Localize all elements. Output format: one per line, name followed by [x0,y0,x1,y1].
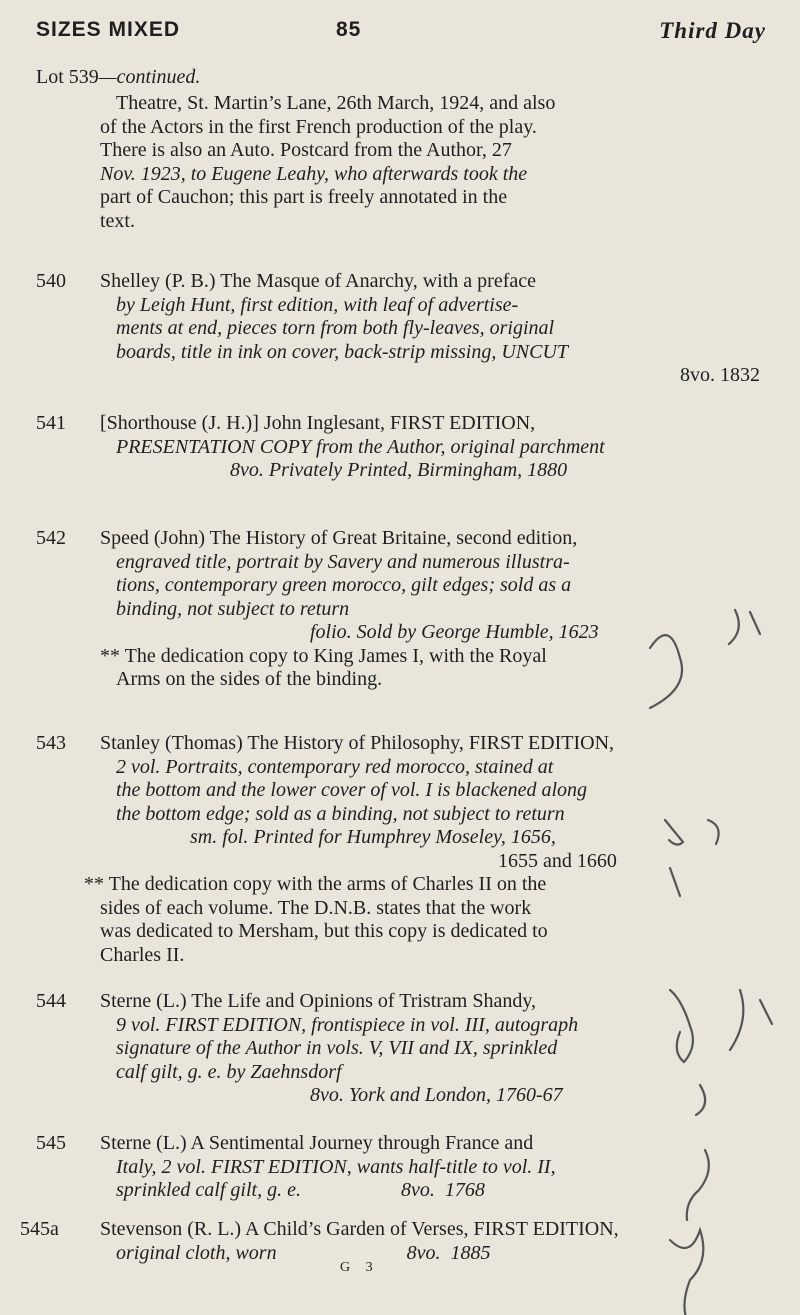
text-line: 2 vol. Portraits, contemporary red morocco, stained at [116,755,554,778]
text-line: binding, not subject to return [116,597,350,620]
signature-mark: G 3 [340,1260,379,1275]
lot-number: 545a [20,1218,59,1240]
text-line: part of Cauchon; this part is freely annotated in the [100,186,508,208]
text-line: of the Actors in the first French production of the play. [100,115,537,138]
text-line: folio. Sold by George Humble, 1623 [310,621,599,643]
pencil-mark [670,868,680,896]
text-line: Stanley (Thomas) The History of Philosophy, FIRST EDITION, [100,732,615,754]
page-number: 85 [336,18,362,41]
text-line: Speed (John) The History of Great Britaine, second edition, [100,527,578,549]
header-day-label: Third Day [659,18,766,43]
text-line: sm. fol. Printed for Humphrey Moseley, 1656, [190,826,556,848]
text-line: Arms on the sides of the binding. [116,668,383,690]
text-line: Shelley (P. B.) The Masque of Anarchy, with a preface [100,270,536,292]
text-line: [Shorthouse (J. H.)] John Inglesant, FIRST EDITION, [100,412,536,434]
text-line: ** The dedication copy to King James I, with the Royal [100,644,547,667]
text-line: Sterne (L.) The Life and Opinions of Tristram Shandy, [100,990,537,1012]
text-line: Italy, 2 vol. FIRST EDITION, wants half-title to vol. II, [116,1155,556,1178]
pencil-mark [650,635,682,708]
text-line: 8vo. Privately Printed, Birmingham, 1880 [230,459,568,481]
text-line: There is also an Auto. Postcard from the Author, 27 [100,139,512,161]
text-line: ** The dedication copy with the arms of Charles II on the [84,873,547,895]
format-date: 8vo. 1832 [680,364,760,386]
lot-number: 545 [36,1132,66,1154]
text-line: Stevenson (R. L.) A Child’s Garden of Verses, FIRST EDITION, [100,1218,619,1240]
text-line: sides of each volume. The D.N.B. states that the work [100,896,532,919]
lot-number: 540 [36,270,66,292]
text-line: was dedicated to Mersham, but this copy is dedicated to [100,920,548,942]
text-line: the bottom edge; sold as a binding, not subject to return [116,802,565,825]
text-line: Charles II. [100,943,185,966]
text-line: text. [100,209,135,232]
text-line: Nov. 1923, to Eugene Leahy, who afterwards took the [100,162,528,185]
lot-number: 542 [36,527,66,549]
text-line: PRESENTATION COPY from the Author, original parchment [116,435,605,458]
text-line: engraved title, portrait by Savery and numerous illustra- [116,550,570,573]
text-line: 1655 and 1660 [498,849,617,872]
pencil-mark [730,990,772,1050]
lot-number: 543 [36,732,66,754]
pencil-mark [670,990,693,1062]
pencil-mark [670,1230,703,1315]
pencil-mark [696,1085,705,1115]
text-line: tions, contemporary green morocco, gilt edges; sold as a [116,574,572,596]
text-line: 9 vol. FIRST EDITION, frontispiece in vol. III, autograph [116,1013,579,1036]
header-section-title: SIZES MIXED [36,18,181,41]
text-line: Sterne (L.) A Sentimental Journey through France and [100,1132,534,1154]
text-line: boards, title in ink on cover, back-strip missing, UNCUT [116,340,569,363]
pencil-mark [687,1150,709,1220]
lot-number: 541 [36,412,66,434]
text-line: ments at end, pieces torn from both fly-leaves, original [116,317,555,339]
text-line: calf gilt, g. e. by Zaehnsdorf [116,1060,342,1083]
text-line: original cloth, worn 8vo. 1885 [116,1241,491,1264]
lot-number: 544 [36,990,66,1012]
text-line: Theatre, St. Martin’s Lane, 26th March, 1924, and also [116,92,556,114]
pencil-mark [665,820,719,845]
text-line: by Leigh Hunt, first edition, with leaf of advertise- [116,293,519,316]
lot-label: Lot 539 [36,66,99,88]
text-line: sprinkled calf gilt, g. e. 8vo. 1768 [116,1179,485,1201]
text-line: 8vo. York and London, 1760-67 [310,1084,563,1106]
continued-label: —continued. [98,66,201,88]
text-line: the bottom and the lower cover of vol. I is blackened along [116,779,588,801]
text-line: signature of the Author in vols. V, VII and IX, sprinkled [116,1037,558,1059]
pencil-mark [729,610,760,644]
